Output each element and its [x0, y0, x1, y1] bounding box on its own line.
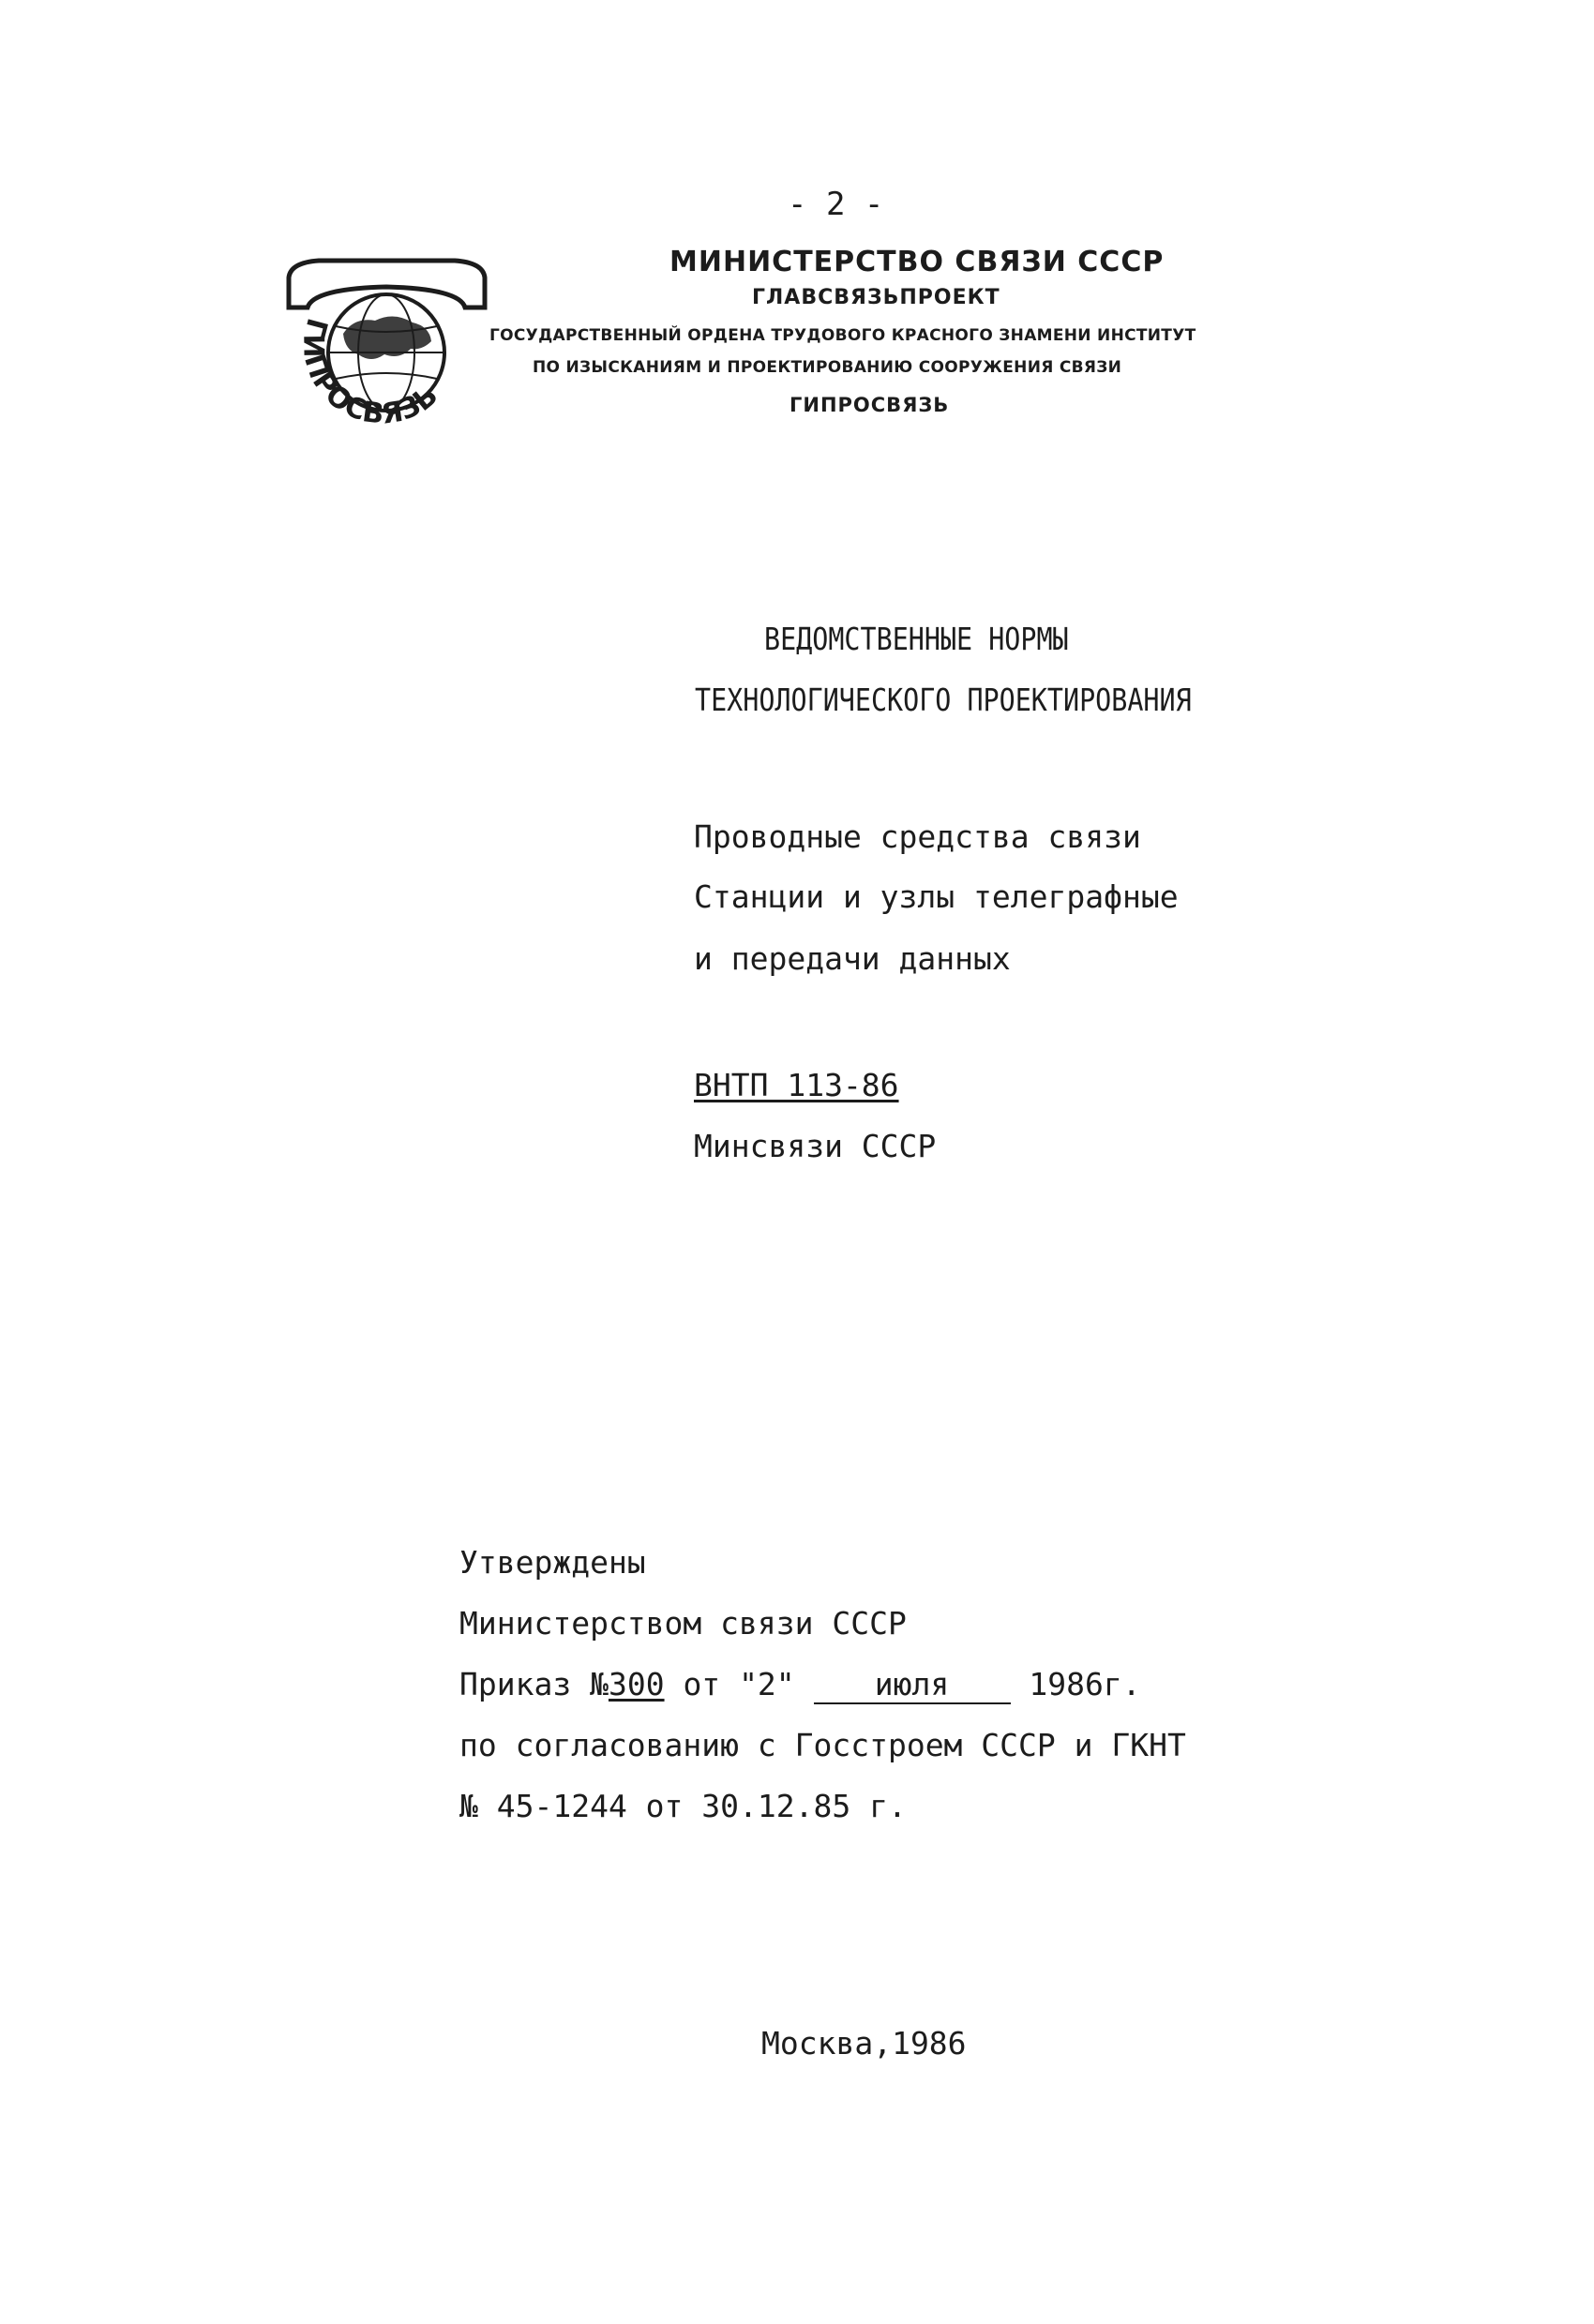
- approved-label: Утверждены: [459, 1544, 646, 1581]
- ministry-name: МИНИСТЕРСТВО СВЯЗИ СССР: [669, 246, 1165, 278]
- department-name: ГЛАВСВЯЗЬПРОЕКТ: [752, 286, 1000, 309]
- institute-line-1: ГОСУДАРСТВЕННЫЙ ОРДЕНА ТРУДОВОГО КРАСНОГО ЗНАМЕНИ ИНСТИТУТ: [489, 326, 1196, 345]
- giprosvyaz-logo: [281, 251, 492, 453]
- subject-line-2: Станции и узлы телеграфные: [694, 878, 1179, 915]
- subject-line-1: Проводные средства связи: [694, 818, 1141, 855]
- document-organization: Минсвязи СССР: [694, 1128, 937, 1164]
- agreement-line: по согласованию с Госстроем СССР и ГКНТ: [459, 1727, 1186, 1763]
- order-prefix: Приказ №: [459, 1666, 609, 1702]
- city-year: Москва,1986: [761, 2025, 967, 2062]
- logo-text: ГИПРОСВЯЗЬ: [296, 314, 444, 431]
- institute-line-2: ПО ИЗЫСКАНИЯМ И ПРОЕКТИРОВАНИЮ СООРУЖЕНИЯ СВЯЗИ: [533, 358, 1122, 377]
- order-number: 300: [608, 1666, 665, 1702]
- order-year: 1986г.: [1029, 1666, 1141, 1702]
- approved-by: Министерством связи СССР: [459, 1605, 907, 1642]
- document-title-line-1: ВЕДОМСТВЕННЫЕ НОРМЫ: [764, 621, 1069, 657]
- registration-line: № 45-1244 от 30.12.85 г.: [459, 1788, 907, 1824]
- subject-line-3: и передачи данных: [694, 940, 1011, 977]
- institute-name: ГИПРОСВЯЗЬ: [789, 394, 950, 416]
- date-prefix: от: [683, 1666, 721, 1702]
- document-title-line-2: ТЕХНОЛОГИЧЕСКОГО ПРОЕКТИРОВАНИЯ: [695, 682, 1192, 718]
- order-line: [459, 1666, 1141, 1704]
- document-code: ВНТП 113-86: [694, 1067, 899, 1103]
- page-number: - 2 -: [788, 186, 884, 223]
- order-day: "2": [739, 1666, 795, 1702]
- order-month: июля: [814, 1666, 1011, 1704]
